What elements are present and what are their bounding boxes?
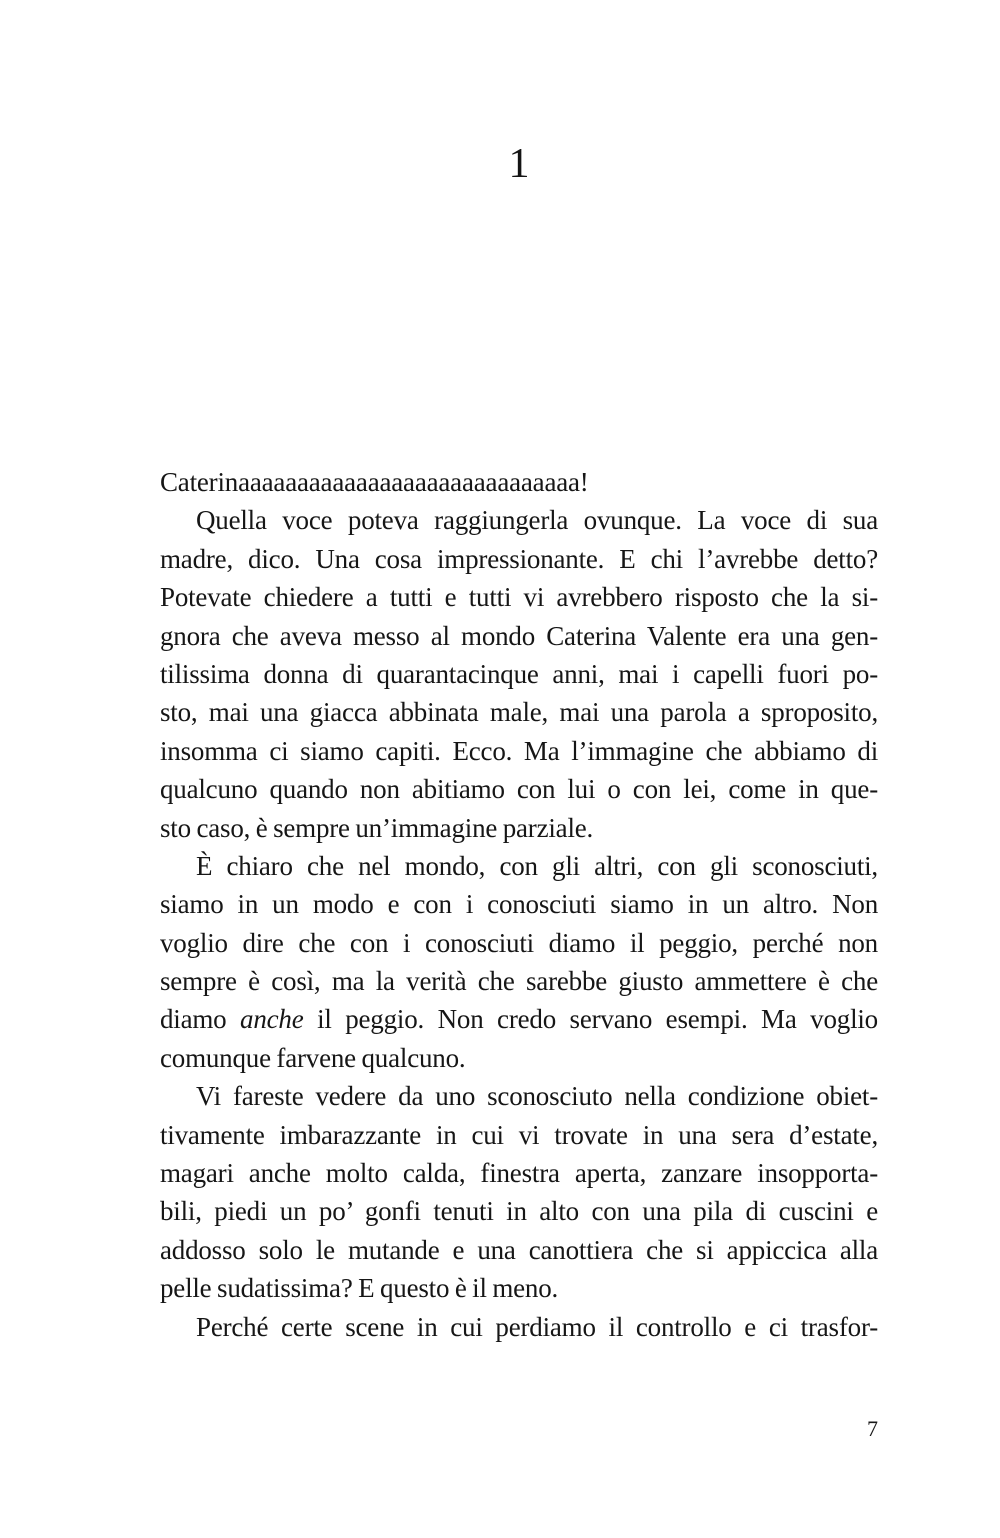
text-line: gnora che aveva messo al mondo Caterina Valente era una gen- — [160, 620, 878, 651]
text-line: Caterinaaaaaaaaaaaaaaaaaaaaaaaaaaaaa! — [160, 467, 589, 497]
text-line: addosso solo le mutande e una canottiera che si appiccica alla — [160, 1234, 878, 1265]
text-line: voglio dire che con i conosciuti diamo il peggio, perché non — [160, 927, 878, 958]
text-line: tilissima donna di quarantacinque anni, mai i capelli fuori po- — [160, 658, 878, 689]
text-line: tivamente imbarazzante in cui vi trovate in una sera d’estate, — [160, 1119, 878, 1150]
text-line: sto, mai una giacca abbinata male, mai una parola a sproposito, — [160, 697, 878, 728]
text-line: sto caso, è sempre un’immagine parziale. — [160, 812, 594, 843]
body-text — [160, 463, 878, 1346]
text-line: bili, piedi un po’ gonfi tenuti in alto con una pila di cuscini e — [160, 1196, 878, 1227]
text-line: comunque farvene qualcuno. — [160, 1042, 466, 1073]
text-line: Vi fareste vedere da uno sconosciuto nella condizione obiet- — [196, 1081, 878, 1112]
text-line: madre, dico. Una cosa impressionante. E chi l’avrebbe detto? — [160, 543, 878, 574]
text-line: qualcuno quando non abitiamo con lui o con lei, come in que- — [160, 774, 878, 805]
text-line: siamo in un modo e con i conosciuti siamo in un altro. Non — [160, 889, 878, 920]
text-line: Quella voce poteva raggiungerla ovunque. La voce di sua — [196, 505, 878, 536]
text-line: pelle sudatissima? E questo è il meno. — [160, 1273, 559, 1304]
text-line: Potevate chiedere a tutti e tutti vi avrebbero risposto che la si- — [160, 582, 878, 613]
text-line: diamo anche il peggio. Non credo servano esempi. Ma voglio — [160, 1004, 878, 1035]
text-line: Perché certe scene in cui perdiamo il controllo e ci trasfor- — [196, 1311, 878, 1342]
text-line: magari anche molto calda, finestra aperta, zanzare insopporta- — [160, 1158, 878, 1189]
text-line: insomma ci siamo capiti. Ecco. Ma l’immagine che abbiamo di — [160, 735, 878, 766]
text-line: È chiaro che nel mondo, con gli altri, con gli sconosciuti, — [196, 850, 878, 881]
text-line: sempre è così, ma la verità che sarebbe giusto ammettere è che — [160, 966, 878, 997]
page-number: 7 — [867, 1416, 878, 1441]
chapter-number: 1 — [508, 141, 530, 187]
